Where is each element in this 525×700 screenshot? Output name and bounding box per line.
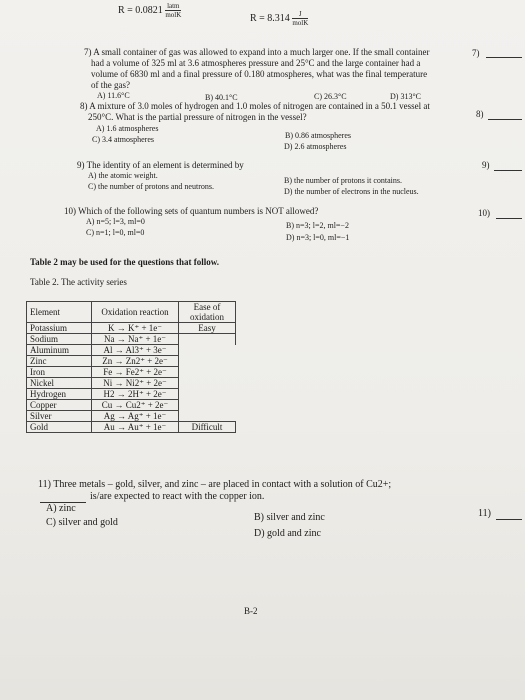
ease-cell [179, 411, 236, 422]
header-element: Element [27, 302, 92, 323]
q7-choice-a: A) 11.6°C [97, 91, 130, 100]
q10-choice-b: B) n=3; l=2, ml=−2 [286, 221, 349, 230]
table-header-row [27, 302, 236, 323]
ease-cell [179, 356, 236, 367]
q11-choice-d: D) gold and zinc [254, 528, 321, 539]
reaction-cell: Cu → Cu2⁺ + 2e⁻ [92, 400, 179, 411]
q8-choice-d: D) 2.6 atmospheres [284, 142, 347, 151]
table-row [27, 345, 236, 356]
q9-choice-a: A) the atomic weight. [88, 171, 158, 180]
q11-choice-a: A) zinc [46, 503, 76, 514]
reaction-cell: Ag → Ag⁺ + 1e⁻ [92, 411, 179, 422]
q8-choice-b: B) 0.86 atmospheres [285, 131, 351, 140]
element-cell: Sodium [27, 334, 92, 345]
q10-choice-d: D) n=3; l=0, ml=−1 [286, 233, 350, 242]
question-9-answer-blank[interactable] [494, 170, 522, 171]
ease-cell [179, 334, 236, 345]
reaction-cell: H2 → 2H⁺ + 2e⁻ [92, 389, 179, 400]
question-8-line-2: 250°C. What is the partial pressure of nitrogen in the vessel? [88, 112, 307, 122]
q8-choice-c: C) 3.4 atmospheres [92, 135, 154, 144]
element-cell: Iron [27, 367, 92, 378]
q8-choice-a: A) 1.6 atmospheres [96, 124, 159, 133]
activity-series-table [26, 301, 236, 433]
question-8-line-1: 8) A mixture of 3.0 moles of hydrogen and 1.0 moles of nitrogen are contained in a 50.1 vessel at [80, 101, 430, 111]
reaction-cell: K → K⁺ + 1e⁻ [92, 323, 179, 334]
element-cell: Copper [27, 400, 92, 411]
gas-constant-atm: R = 0.0821 $\frac{\text{latm}}{\text{molK}}$ [118, 2, 182, 19]
q11-choice-b: B) silver and zinc [254, 512, 325, 523]
element-cell: Hydrogen [27, 389, 92, 400]
ease-cell [179, 400, 236, 411]
table-row [27, 422, 236, 433]
element-cell: Silver [27, 411, 92, 422]
q7-choice-c: C) 26.3°C [314, 92, 347, 101]
element-cell: Aluminum [27, 345, 92, 356]
q7-choice-b: B) 40.1°C [205, 93, 238, 102]
table-note: Table 2 may be used for the questions that follow. [30, 257, 220, 267]
question-11-answer-blank[interactable] [496, 519, 522, 520]
q9-choice-d: D) the number of electrons in the nucleus. [284, 187, 419, 196]
q10-choice-c: C) n=1; l=0, ml=0 [86, 228, 145, 237]
table-caption: Table 2. The activity series [30, 277, 127, 287]
question-10-number: 10) [478, 208, 490, 218]
reaction-cell: Au → Au⁺ + 1e⁻ [92, 422, 179, 433]
question-8-number: 8) [476, 109, 484, 119]
question-7-line-4: of the gas? [91, 80, 130, 90]
ease-cell [179, 367, 236, 378]
element-cell: Zinc [27, 356, 92, 367]
ease-cell [179, 378, 236, 389]
header-oxidation-reaction: Oxidation reaction [92, 302, 179, 323]
header-ease-of-oxidation: Ease of oxidation [179, 302, 236, 323]
question-7-number: 7) [472, 48, 480, 58]
page-number: B-2 [244, 606, 258, 616]
ease-cell [179, 389, 236, 400]
element-cell: Potassium [27, 323, 92, 334]
reaction-cell: Zn → Zn2⁺ + 2e⁻ [92, 356, 179, 367]
ease-cell: Easy [179, 323, 236, 334]
table-row [27, 367, 236, 378]
table-row [27, 356, 236, 367]
ease-cell: Difficult [179, 422, 236, 433]
reaction-cell: Ni → Ni2⁺ + 2e⁻ [92, 378, 179, 389]
reaction-cell: Fe → Fe2⁺ + 2e⁻ [92, 367, 179, 378]
question-7-line-1: 7) A small container of gas was allowed to expand into a much larger one. If the small container [84, 47, 430, 57]
question-7-answer-blank[interactable] [486, 57, 522, 58]
q9-choice-c: C) the number of protons and neutrons. [88, 182, 214, 191]
gas-constant-joule: R = 8.314 $\frac{J}{\text{molK}}$ [250, 10, 309, 27]
q11-choice-c: C) silver and gold [46, 517, 118, 528]
element-cell: Nickel [27, 378, 92, 389]
question-10-line: 10) Which of the following sets of quantum numbers is NOT allowed? [64, 206, 319, 216]
reaction-cell: Na → Na⁺ + 1e⁻ [92, 334, 179, 345]
q9-choice-b: B) the number of protons it contains. [284, 176, 402, 185]
question-7-line-2: had a volume of 325 ml at 3.6 atmospheres pressure and 25°C and the large container had a [91, 58, 421, 68]
table-row [27, 411, 236, 422]
table-row [27, 389, 236, 400]
table-row [27, 378, 236, 389]
q7-choice-d: D) 313°C [390, 92, 421, 101]
question-9-number: 9) [482, 160, 490, 170]
question-7-line-3: volume of 6830 ml and a final pressure of 0.180 atmospheres, what was the final temperature [91, 69, 428, 79]
table-row [27, 334, 236, 345]
table-row [27, 323, 236, 334]
question-8-answer-blank[interactable] [488, 119, 522, 120]
table-row [27, 400, 236, 411]
question-11-line-2: is/are expected to react with the copper ion. [90, 491, 265, 502]
question-9-line: 9) The identity of an element is determined by [77, 160, 244, 170]
element-cell: Gold [27, 422, 92, 433]
question-11-number: 11) [478, 508, 491, 519]
q10-choice-a: A) n=5; l=3, ml=0 [86, 217, 145, 226]
question-11-line-1: 11) Three metals – gold, silver, and zinc – are placed in contact with a solution of Cu2+; [38, 479, 392, 490]
question-10-answer-blank[interactable] [496, 218, 522, 219]
ease-cell [179, 345, 236, 356]
reaction-cell: Al → Al3⁺ + 3e⁻ [92, 345, 179, 356]
